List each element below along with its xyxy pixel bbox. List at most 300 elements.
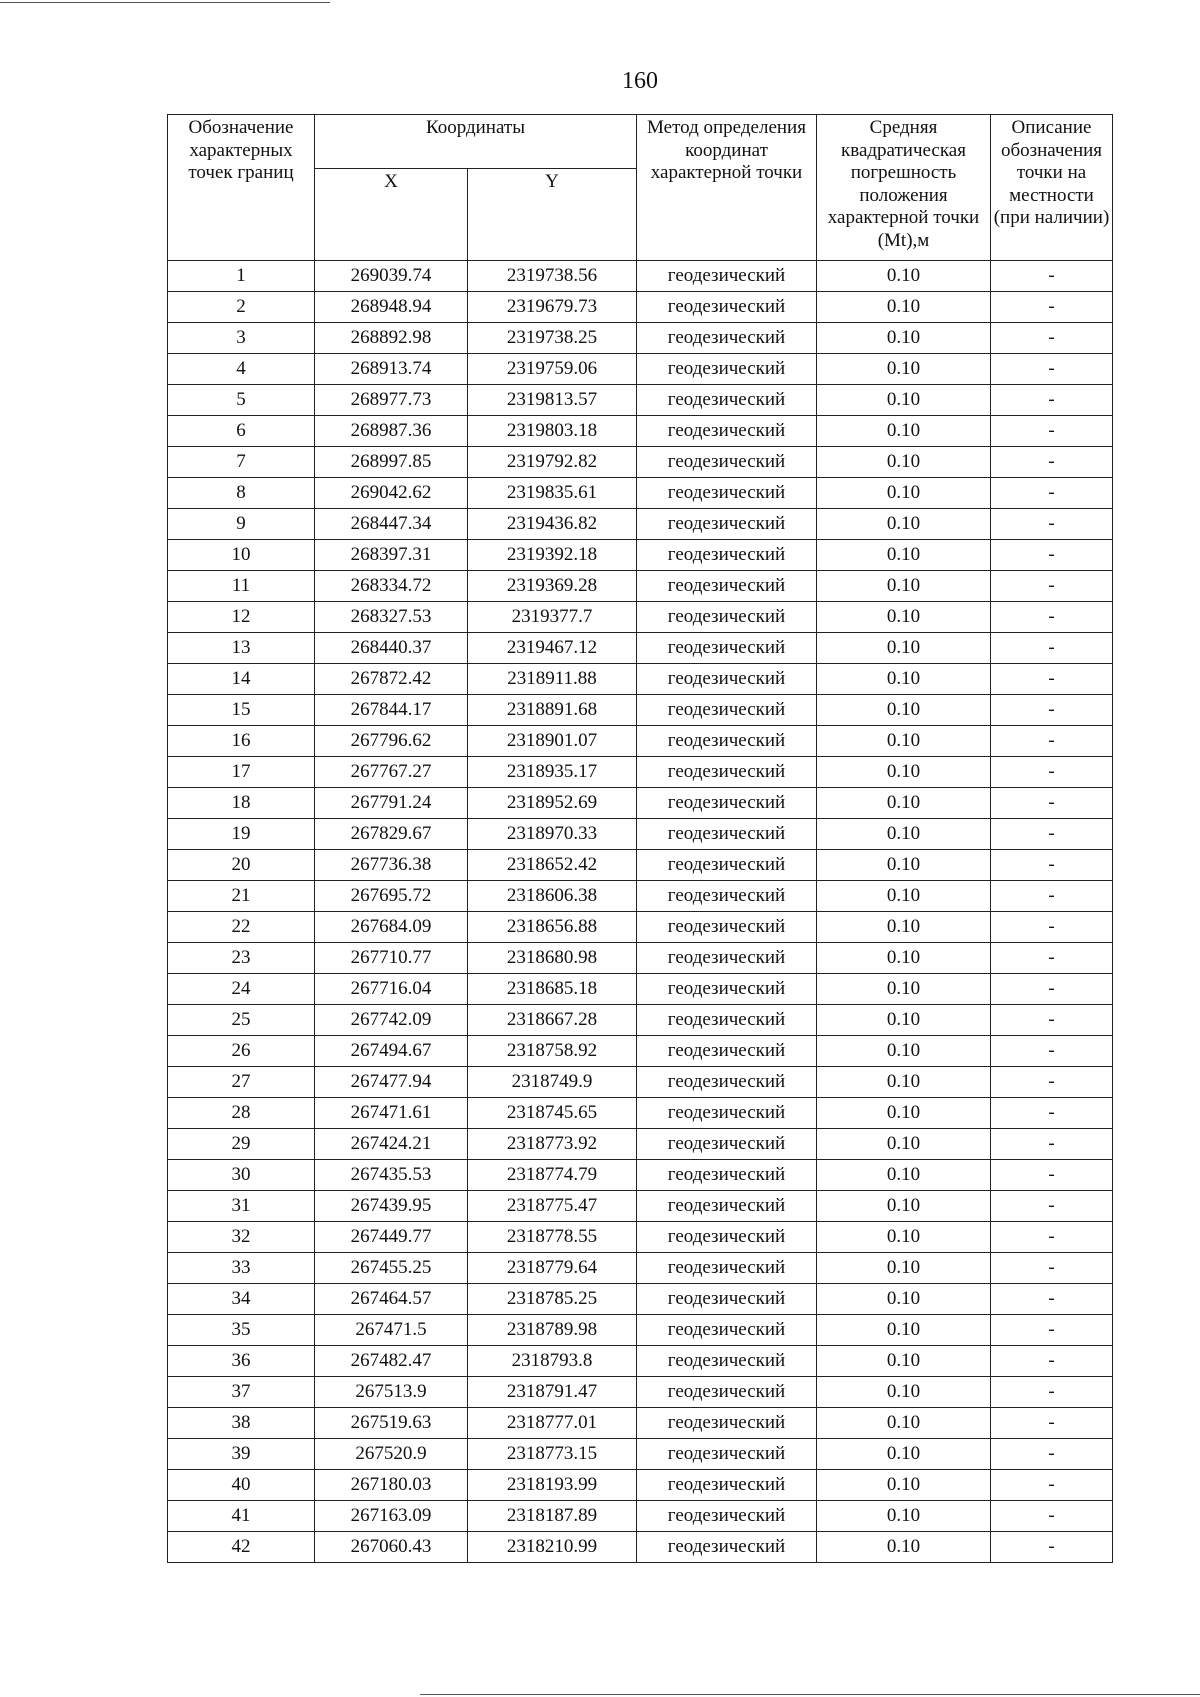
method-cell: геодезический (637, 416, 817, 447)
y-coordinate-cell: 2318187.89 (468, 1501, 637, 1532)
point-number-cell: 4 (168, 354, 315, 385)
point-number-cell: 28 (168, 1098, 315, 1129)
table-row (168, 1408, 1113, 1439)
table-row (168, 788, 1113, 819)
description-cell: - (991, 385, 1113, 416)
method-cell: геодезический (637, 1160, 817, 1191)
method-cell: геодезический (637, 478, 817, 509)
table-row (168, 943, 1113, 974)
error-cell: 0.10 (817, 540, 991, 571)
table-row (168, 881, 1113, 912)
table-row (168, 695, 1113, 726)
method-cell: геодезический (637, 1284, 817, 1315)
y-coordinate-cell: 2318606.38 (468, 881, 637, 912)
method-cell: геодезический (637, 1098, 817, 1129)
table-row (168, 540, 1113, 571)
table-row (168, 478, 1113, 509)
method-cell: геодезический (637, 788, 817, 819)
y-coordinate-cell: 2318749.9 (468, 1067, 637, 1098)
point-number-cell: 34 (168, 1284, 315, 1315)
x-coordinate-cell: 268334.72 (315, 571, 468, 602)
table-row (168, 1284, 1113, 1315)
description-cell: - (991, 1253, 1113, 1284)
y-coordinate-cell: 2319738.56 (468, 261, 637, 292)
x-coordinate-cell: 267439.95 (315, 1191, 468, 1222)
description-cell: - (991, 323, 1113, 354)
method-cell: геодезический (637, 1439, 817, 1470)
method-cell: геодезический (637, 633, 817, 664)
y-coordinate-cell: 2318667.28 (468, 1005, 637, 1036)
y-coordinate-cell: 2318785.25 (468, 1284, 637, 1315)
error-cell: 0.10 (817, 726, 991, 757)
table-row (168, 354, 1113, 385)
table-row (168, 292, 1113, 323)
error-cell: 0.10 (817, 1284, 991, 1315)
description-cell: - (991, 1005, 1113, 1036)
x-coordinate-cell: 268397.31 (315, 540, 468, 571)
method-cell: геодезический (637, 509, 817, 540)
point-number-cell: 26 (168, 1036, 315, 1067)
y-coordinate-cell: 2319392.18 (468, 540, 637, 571)
table-row (168, 633, 1113, 664)
y-coordinate-cell: 2318745.65 (468, 1098, 637, 1129)
method-cell: геодезический (637, 1470, 817, 1501)
y-coordinate-cell: 2318680.98 (468, 943, 637, 974)
description-cell: - (991, 1408, 1113, 1439)
description-cell: - (991, 447, 1113, 478)
x-coordinate-cell: 268892.98 (315, 323, 468, 354)
table-row (168, 664, 1113, 695)
method-cell: геодезический (637, 447, 817, 478)
table-row (168, 1005, 1113, 1036)
x-coordinate-cell: 267163.09 (315, 1501, 468, 1532)
header-point: Обозначение характерных точек границ (168, 115, 315, 261)
x-coordinate-cell: 267180.03 (315, 1470, 468, 1501)
method-cell: геодезический (637, 1129, 817, 1160)
point-number-cell: 3 (168, 323, 315, 354)
x-coordinate-cell: 267482.47 (315, 1346, 468, 1377)
x-coordinate-cell: 268447.34 (315, 509, 468, 540)
x-coordinate-cell: 268440.37 (315, 633, 468, 664)
table-row (168, 1253, 1113, 1284)
table-row (168, 602, 1113, 633)
x-coordinate-cell: 269042.62 (315, 478, 468, 509)
error-cell: 0.10 (817, 1253, 991, 1284)
error-cell: 0.10 (817, 1098, 991, 1129)
table-row (168, 974, 1113, 1005)
table-row (168, 850, 1113, 881)
method-cell: геодезический (637, 354, 817, 385)
point-number-cell: 35 (168, 1315, 315, 1346)
y-coordinate-cell: 2319792.82 (468, 447, 637, 478)
y-coordinate-cell: 2318901.07 (468, 726, 637, 757)
description-cell: - (991, 1036, 1113, 1067)
method-cell: геодезический (637, 1315, 817, 1346)
error-cell: 0.10 (817, 292, 991, 323)
description-cell: - (991, 850, 1113, 881)
point-number-cell: 38 (168, 1408, 315, 1439)
scan-edge-top (0, 2, 330, 3)
method-cell: геодезический (637, 943, 817, 974)
method-cell: геодезический (637, 974, 817, 1005)
description-cell: - (991, 602, 1113, 633)
error-cell: 0.10 (817, 1377, 991, 1408)
description-cell: - (991, 912, 1113, 943)
description-cell: - (991, 540, 1113, 571)
x-coordinate-cell: 267435.53 (315, 1160, 468, 1191)
point-number-cell: 18 (168, 788, 315, 819)
point-number-cell: 29 (168, 1129, 315, 1160)
description-cell: - (991, 1377, 1113, 1408)
error-cell: 0.10 (817, 447, 991, 478)
point-number-cell: 6 (168, 416, 315, 447)
point-number-cell: 42 (168, 1532, 315, 1563)
error-cell: 0.10 (817, 788, 991, 819)
method-cell: геодезический (637, 726, 817, 757)
method-cell: геодезический (637, 1377, 817, 1408)
description-cell: - (991, 1067, 1113, 1098)
x-coordinate-cell: 267710.77 (315, 943, 468, 974)
x-coordinate-cell: 267695.72 (315, 881, 468, 912)
table-row (168, 509, 1113, 540)
error-cell: 0.10 (817, 1036, 991, 1067)
x-coordinate-cell: 267791.24 (315, 788, 468, 819)
description-cell: - (991, 819, 1113, 850)
y-coordinate-cell: 2318778.55 (468, 1222, 637, 1253)
header-method: Метод определения координат характерной точки (637, 115, 817, 261)
method-cell: геодезический (637, 1222, 817, 1253)
x-coordinate-cell: 267471.5 (315, 1315, 468, 1346)
x-coordinate-cell: 267494.67 (315, 1036, 468, 1067)
y-coordinate-cell: 2319436.82 (468, 509, 637, 540)
method-cell: геодезический (637, 323, 817, 354)
point-number-cell: 8 (168, 478, 315, 509)
method-cell: геодезический (637, 881, 817, 912)
description-cell: - (991, 633, 1113, 664)
error-cell: 0.10 (817, 1129, 991, 1160)
table-body (168, 261, 1113, 1563)
description-cell: - (991, 1470, 1113, 1501)
table-row (168, 1098, 1113, 1129)
x-coordinate-cell: 268987.36 (315, 416, 468, 447)
y-coordinate-cell: 2319803.18 (468, 416, 637, 447)
y-coordinate-cell: 2318789.98 (468, 1315, 637, 1346)
table-header (168, 115, 1113, 261)
method-cell: геодезический (637, 385, 817, 416)
point-number-cell: 32 (168, 1222, 315, 1253)
y-coordinate-cell: 2319679.73 (468, 292, 637, 323)
point-number-cell: 39 (168, 1439, 315, 1470)
description-cell: - (991, 664, 1113, 695)
x-coordinate-cell: 267684.09 (315, 912, 468, 943)
table-row (168, 912, 1113, 943)
error-cell: 0.10 (817, 819, 991, 850)
method-cell: геодезический (637, 1346, 817, 1377)
x-coordinate-cell: 267513.9 (315, 1377, 468, 1408)
point-number-cell: 25 (168, 1005, 315, 1036)
method-cell: геодезический (637, 261, 817, 292)
x-coordinate-cell: 267424.21 (315, 1129, 468, 1160)
error-cell: 0.10 (817, 416, 991, 447)
point-number-cell: 17 (168, 757, 315, 788)
page-number: 160 (622, 68, 658, 94)
point-number-cell: 36 (168, 1346, 315, 1377)
point-number-cell: 40 (168, 1470, 315, 1501)
error-cell: 0.10 (817, 1346, 991, 1377)
x-coordinate-cell: 267519.63 (315, 1408, 468, 1439)
header-y: Y (468, 169, 637, 261)
point-number-cell: 27 (168, 1067, 315, 1098)
x-coordinate-cell: 267060.43 (315, 1532, 468, 1563)
y-coordinate-cell: 2318210.99 (468, 1532, 637, 1563)
error-cell: 0.10 (817, 881, 991, 912)
description-cell: - (991, 354, 1113, 385)
description-cell: - (991, 478, 1113, 509)
x-coordinate-cell: 268977.73 (315, 385, 468, 416)
error-cell: 0.10 (817, 664, 991, 695)
point-number-cell: 41 (168, 1501, 315, 1532)
y-coordinate-cell: 2318758.92 (468, 1036, 637, 1067)
description-cell: - (991, 1346, 1113, 1377)
error-cell: 0.10 (817, 1501, 991, 1532)
x-coordinate-cell: 267464.57 (315, 1284, 468, 1315)
description-cell: - (991, 1098, 1113, 1129)
error-cell: 0.10 (817, 1408, 991, 1439)
description-cell: - (991, 1532, 1113, 1563)
table-row (168, 1315, 1113, 1346)
point-number-cell: 7 (168, 447, 315, 478)
error-cell: 0.10 (817, 1067, 991, 1098)
description-cell: - (991, 1501, 1113, 1532)
table-row (168, 1067, 1113, 1098)
x-coordinate-cell: 267716.04 (315, 974, 468, 1005)
table-row (168, 323, 1113, 354)
table-row (168, 726, 1113, 757)
x-coordinate-cell: 267736.38 (315, 850, 468, 881)
y-coordinate-cell: 2319738.25 (468, 323, 637, 354)
x-coordinate-cell: 267520.9 (315, 1439, 468, 1470)
description-cell: - (991, 1284, 1113, 1315)
method-cell: геодезический (637, 1067, 817, 1098)
header-coordinates: Координаты (315, 115, 637, 169)
y-coordinate-cell: 2318773.15 (468, 1439, 637, 1470)
y-coordinate-cell: 2318952.69 (468, 788, 637, 819)
description-cell: - (991, 1222, 1113, 1253)
point-number-cell: 24 (168, 974, 315, 1005)
point-number-cell: 9 (168, 509, 315, 540)
header-error: Средняя квадратическая погрешность положения характерной точки (Mt),м (817, 115, 991, 261)
error-cell: 0.10 (817, 261, 991, 292)
point-number-cell: 23 (168, 943, 315, 974)
y-coordinate-cell: 2318775.47 (468, 1191, 637, 1222)
description-cell: - (991, 726, 1113, 757)
description-cell: - (991, 788, 1113, 819)
error-cell: 0.10 (817, 912, 991, 943)
description-cell: - (991, 1315, 1113, 1346)
x-coordinate-cell: 267449.77 (315, 1222, 468, 1253)
y-coordinate-cell: 2318774.79 (468, 1160, 637, 1191)
method-cell: геодезический (637, 664, 817, 695)
point-number-cell: 10 (168, 540, 315, 571)
method-cell: геодезический (637, 850, 817, 881)
description-cell: - (991, 1439, 1113, 1470)
error-cell: 0.10 (817, 602, 991, 633)
method-cell: геодезический (637, 1036, 817, 1067)
point-number-cell: 16 (168, 726, 315, 757)
method-cell: геодезический (637, 1005, 817, 1036)
method-cell: геодезический (637, 1253, 817, 1284)
header-x: X (315, 169, 468, 261)
description-cell: - (991, 509, 1113, 540)
table-row (168, 261, 1113, 292)
point-number-cell: 12 (168, 602, 315, 633)
table-row (168, 757, 1113, 788)
x-coordinate-cell: 267477.94 (315, 1067, 468, 1098)
table-row (168, 416, 1113, 447)
y-coordinate-cell: 2318656.88 (468, 912, 637, 943)
error-cell: 0.10 (817, 1005, 991, 1036)
x-coordinate-cell: 269039.74 (315, 261, 468, 292)
x-coordinate-cell: 267796.62 (315, 726, 468, 757)
point-number-cell: 11 (168, 571, 315, 602)
x-coordinate-cell: 268913.74 (315, 354, 468, 385)
method-cell: геодезический (637, 1191, 817, 1222)
y-coordinate-cell: 2319467.12 (468, 633, 637, 664)
table-row (168, 385, 1113, 416)
point-number-cell: 21 (168, 881, 315, 912)
y-coordinate-cell: 2318970.33 (468, 819, 637, 850)
point-number-cell: 2 (168, 292, 315, 323)
table-row (168, 1346, 1113, 1377)
header-description: Описание обозначения точки на местности (при наличии) (991, 115, 1113, 261)
x-coordinate-cell: 268997.85 (315, 447, 468, 478)
table-row (168, 1129, 1113, 1160)
error-cell: 0.10 (817, 633, 991, 664)
y-coordinate-cell: 2319369.28 (468, 571, 637, 602)
description-cell: - (991, 695, 1113, 726)
table-row (168, 571, 1113, 602)
y-coordinate-cell: 2318652.42 (468, 850, 637, 881)
y-coordinate-cell: 2318193.99 (468, 1470, 637, 1501)
y-coordinate-cell: 2318791.47 (468, 1377, 637, 1408)
y-coordinate-cell: 2318773.92 (468, 1129, 637, 1160)
error-cell: 0.10 (817, 757, 991, 788)
description-cell: - (991, 881, 1113, 912)
table-row (168, 819, 1113, 850)
point-number-cell: 33 (168, 1253, 315, 1284)
y-coordinate-cell: 2319835.61 (468, 478, 637, 509)
y-coordinate-cell: 2318891.68 (468, 695, 637, 726)
x-coordinate-cell: 267844.17 (315, 695, 468, 726)
x-coordinate-cell: 267872.42 (315, 664, 468, 695)
x-coordinate-cell: 267742.09 (315, 1005, 468, 1036)
y-coordinate-cell: 2319813.57 (468, 385, 637, 416)
method-cell: геодезический (637, 602, 817, 633)
error-cell: 0.10 (817, 478, 991, 509)
error-cell: 0.10 (817, 974, 991, 1005)
error-cell: 0.10 (817, 850, 991, 881)
table-row (168, 1222, 1113, 1253)
error-cell: 0.10 (817, 385, 991, 416)
point-number-cell: 31 (168, 1191, 315, 1222)
y-coordinate-cell: 2319377.7 (468, 602, 637, 633)
error-cell: 0.10 (817, 695, 991, 726)
method-cell: геодезический (637, 819, 817, 850)
y-coordinate-cell: 2318685.18 (468, 974, 637, 1005)
point-number-cell: 37 (168, 1377, 315, 1408)
point-number-cell: 1 (168, 261, 315, 292)
point-number-cell: 22 (168, 912, 315, 943)
point-number-cell: 30 (168, 1160, 315, 1191)
point-number-cell: 14 (168, 664, 315, 695)
error-cell: 0.10 (817, 943, 991, 974)
description-cell: - (991, 974, 1113, 1005)
error-cell: 0.10 (817, 509, 991, 540)
description-cell: - (991, 261, 1113, 292)
method-cell: геодезический (637, 571, 817, 602)
method-cell: геодезический (637, 1532, 817, 1563)
method-cell: геодезический (637, 1408, 817, 1439)
table-row (168, 1191, 1113, 1222)
x-coordinate-cell: 267829.67 (315, 819, 468, 850)
point-number-cell: 20 (168, 850, 315, 881)
error-cell: 0.10 (817, 1222, 991, 1253)
method-cell: геодезический (637, 912, 817, 943)
error-cell: 0.10 (817, 571, 991, 602)
point-number-cell: 13 (168, 633, 315, 664)
method-cell: геодезический (637, 695, 817, 726)
error-cell: 0.10 (817, 1439, 991, 1470)
error-cell: 0.10 (817, 1470, 991, 1501)
scan-edge-bottom (420, 1694, 1200, 1695)
point-number-cell: 5 (168, 385, 315, 416)
method-cell: геодезический (637, 292, 817, 323)
error-cell: 0.10 (817, 1191, 991, 1222)
x-coordinate-cell: 268327.53 (315, 602, 468, 633)
y-coordinate-cell: 2319759.06 (468, 354, 637, 385)
description-cell: - (991, 416, 1113, 447)
x-coordinate-cell: 267455.25 (315, 1253, 468, 1284)
description-cell: - (991, 943, 1113, 974)
description-cell: - (991, 1160, 1113, 1191)
table-row (168, 1036, 1113, 1067)
x-coordinate-cell: 267767.27 (315, 757, 468, 788)
method-cell: геодезический (637, 757, 817, 788)
method-cell: геодезический (637, 1501, 817, 1532)
x-coordinate-cell: 267471.61 (315, 1098, 468, 1129)
description-cell: - (991, 1129, 1113, 1160)
table-row (168, 1160, 1113, 1191)
method-cell: геодезический (637, 540, 817, 571)
y-coordinate-cell: 2318935.17 (468, 757, 637, 788)
table-row (168, 1439, 1113, 1470)
description-cell: - (991, 757, 1113, 788)
table-row (168, 1532, 1113, 1563)
point-number-cell: 15 (168, 695, 315, 726)
point-number-cell: 19 (168, 819, 315, 850)
error-cell: 0.10 (817, 1315, 991, 1346)
error-cell: 0.10 (817, 323, 991, 354)
error-cell: 0.10 (817, 1532, 991, 1563)
y-coordinate-cell: 2318911.88 (468, 664, 637, 695)
boundary-points-table (167, 114, 1113, 1563)
y-coordinate-cell: 2318793.8 (468, 1346, 637, 1377)
y-coordinate-cell: 2318777.01 (468, 1408, 637, 1439)
table-row (168, 447, 1113, 478)
description-cell: - (991, 571, 1113, 602)
description-cell: - (991, 292, 1113, 323)
table-row (168, 1501, 1113, 1532)
